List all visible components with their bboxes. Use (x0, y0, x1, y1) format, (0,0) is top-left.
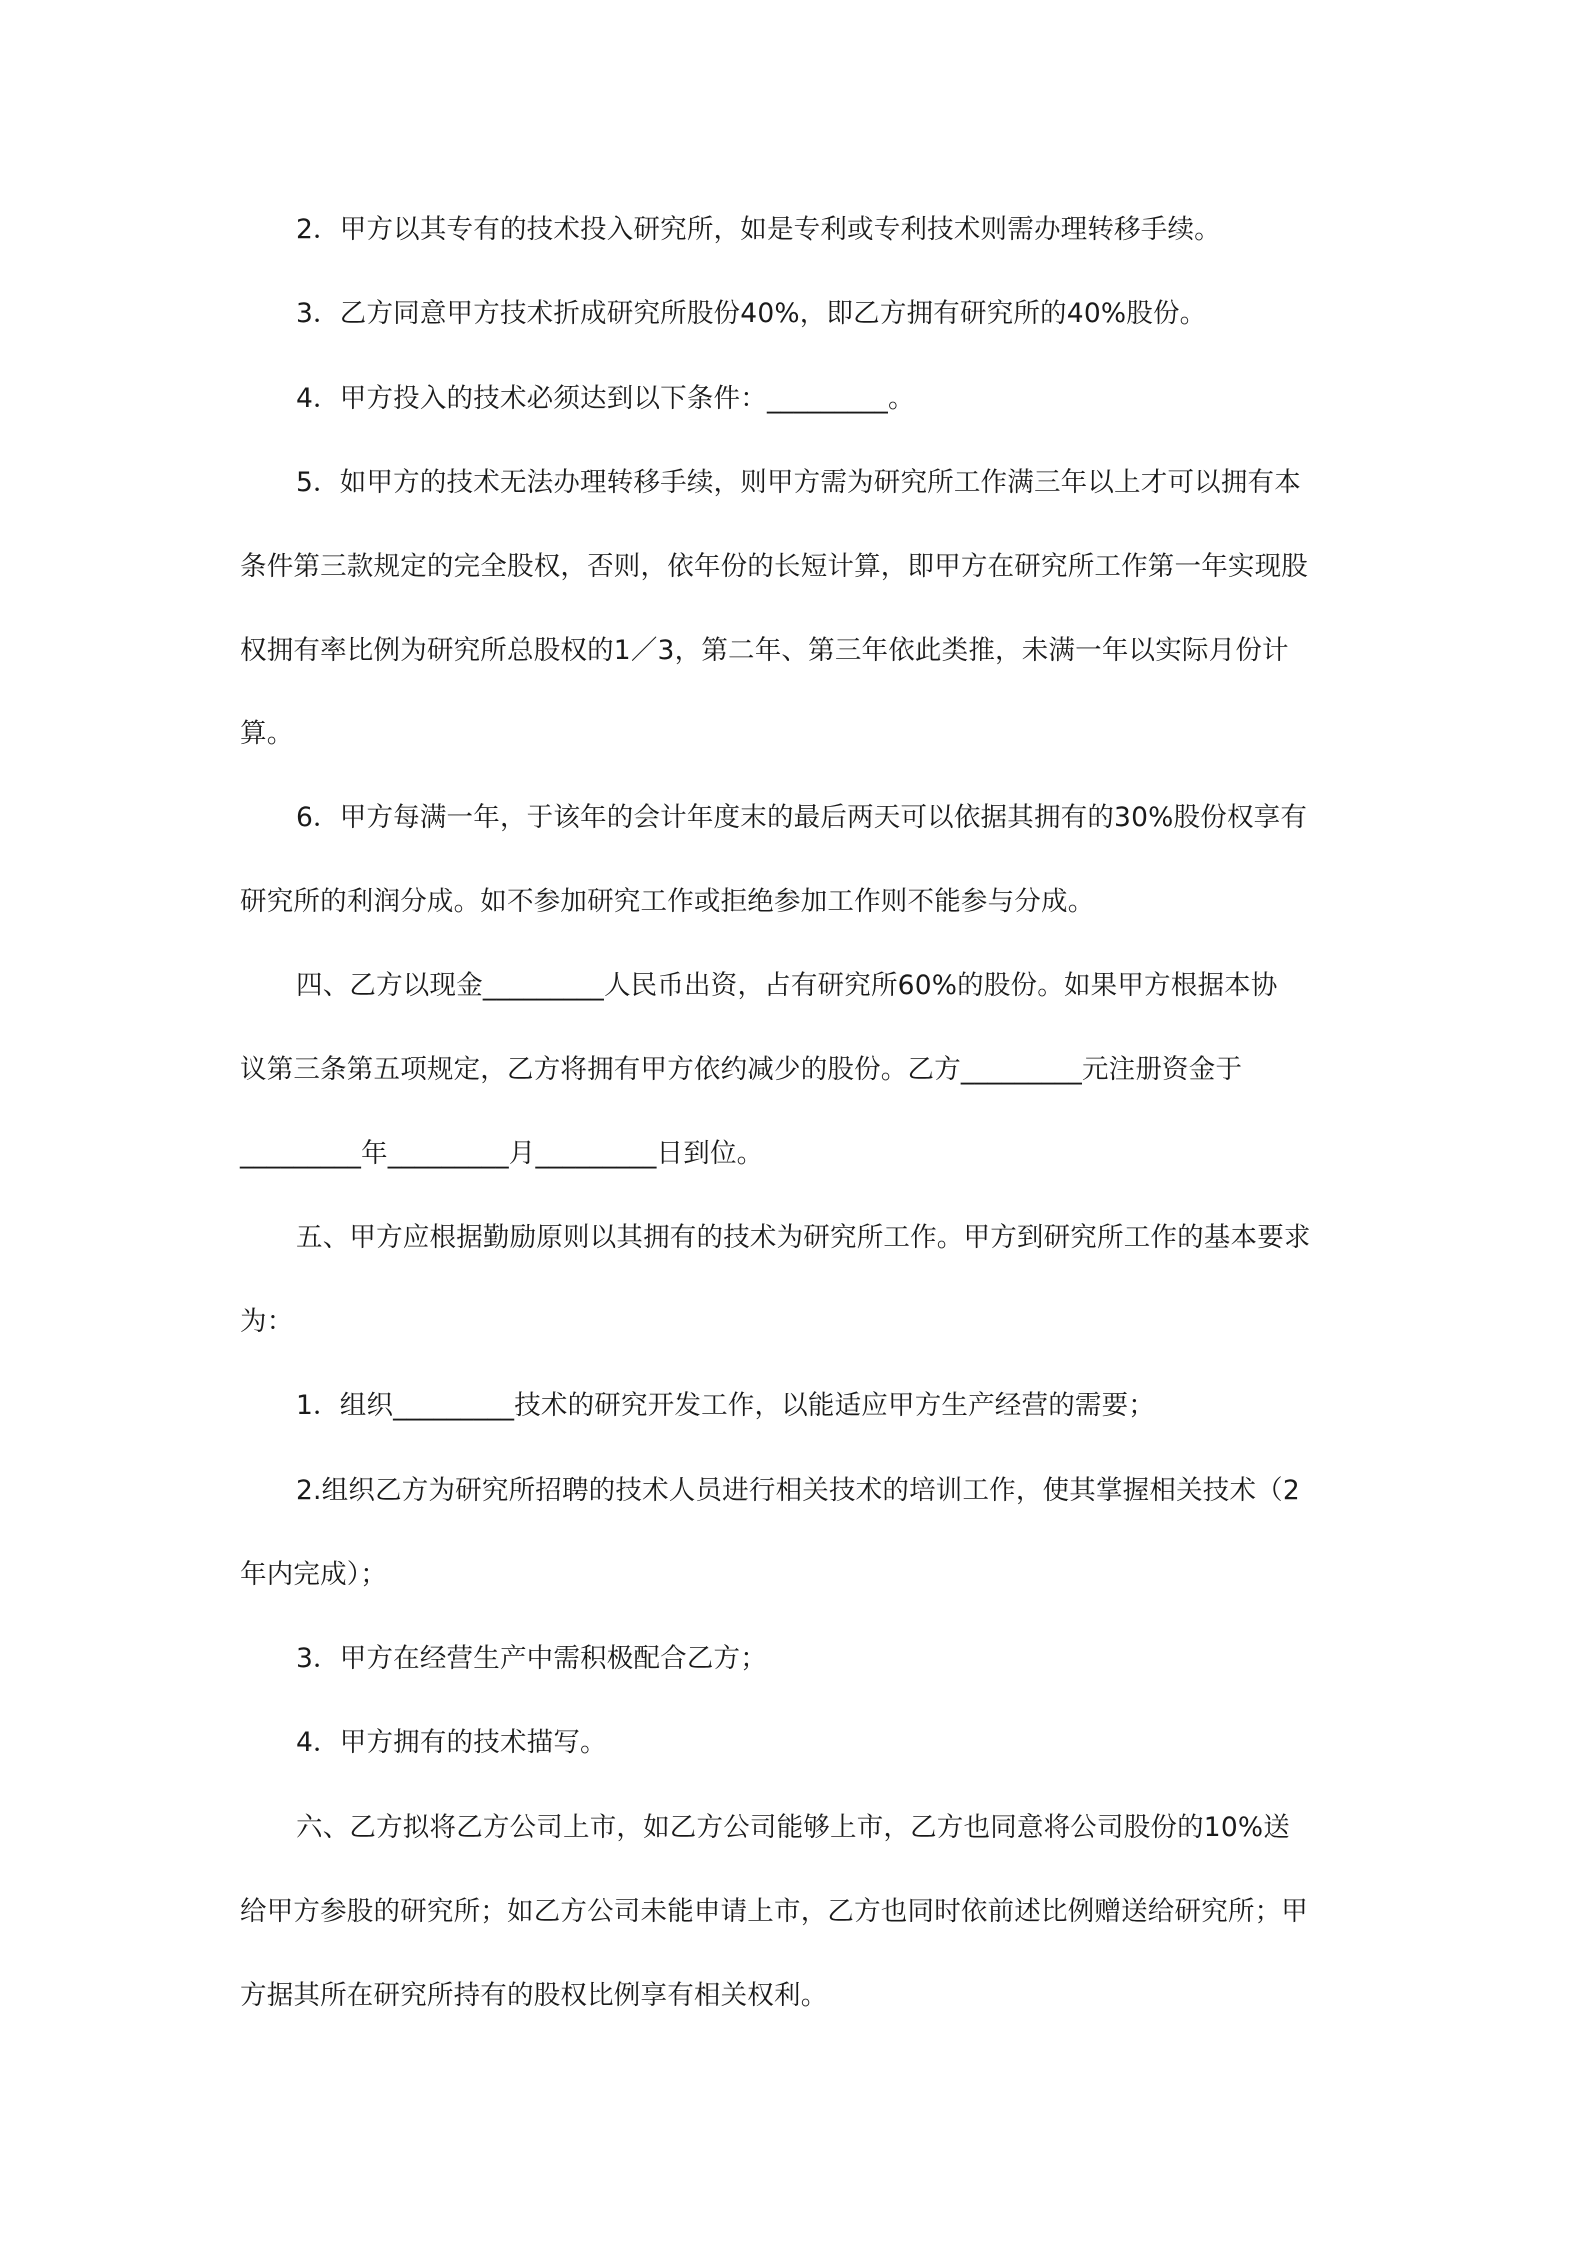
paragraph-line: 年内完成）； (240, 1559, 387, 1590)
paragraph-line: 4．甲方投入的技术必须达到以下条件：_________。 (296, 383, 915, 414)
paragraph-line: 六、乙方拟将乙方公司上市，如乙方公司能够上市，乙方也同意将公司股份的10%送 (296, 1812, 1290, 1843)
paragraph-line: 方据其所在研究所持有的股权比例享有相关权利。 (240, 1980, 828, 2011)
paragraph-line: 6．甲方每满一年，于该年的会计年度末的最后两天可以依据其拥有的30%股份权享有 (296, 802, 1308, 833)
paragraph-line: 2．甲方以其专有的技术投入研究所，如是专利或专利技术则需办理转移手续。 (296, 214, 1221, 245)
paragraph-line: 3．甲方在经营生产中需积极配合乙方； (296, 1643, 767, 1674)
paragraph-line: 1．组织_________技术的研究开发工作，以能适应甲方生产经营的需要； (296, 1390, 1156, 1421)
paragraph-line: 权拥有率比例为研究所总股权的1／3，第二年、第三年依此类推，未满一年以实际月份计 (240, 635, 1289, 666)
paragraph-line: 为： (240, 1306, 294, 1337)
paragraph-line: 4．甲方拥有的技术描写。 (296, 1727, 607, 1758)
paragraph-line: 3．乙方同意甲方技术折成研究所股份40%，即乙方拥有研究所的40%股份。 (296, 298, 1207, 329)
paragraph-line: 2.组织乙方为研究所招聘的技术人员进行相关技术的培训工作，使其掌握相关技术（2 (296, 1475, 1300, 1506)
paragraph-line: _________年_________月_________日到位。 (240, 1138, 764, 1169)
paragraph-line: 五、甲方应根据勤励原则以其拥有的技术为研究所工作。甲方到研究所工作的基本要求 (296, 1222, 1311, 1253)
paragraph-line: 四、乙方以现金_________人民币出资，占有研究所60%的股份。如果甲方根据本协 (296, 970, 1278, 1001)
paragraph-line: 5．如甲方的技术无法办理转移手续，则甲方需为研究所工作满三年以上才可以拥有本 (296, 467, 1301, 498)
paragraph-line: 研究所的利润分成。如不参加研究工作或拒绝参加工作则不能参与分成。 (240, 886, 1095, 917)
paragraph-line: 给甲方参股的研究所；如乙方公司未能申请上市，乙方也同时依前述比例赠送给研究所；甲 (240, 1896, 1308, 1927)
paragraph-line: 条件第三款规定的完全股权，否则，依年份的长短计算，即甲方在研究所工作第一年实现股 (240, 551, 1308, 582)
paragraph-line: 算。 (240, 718, 294, 749)
paragraph-line: 议第三条第五项规定，乙方将拥有甲方依约减少的股份。乙方_________元注册资金于 (240, 1054, 1243, 1085)
